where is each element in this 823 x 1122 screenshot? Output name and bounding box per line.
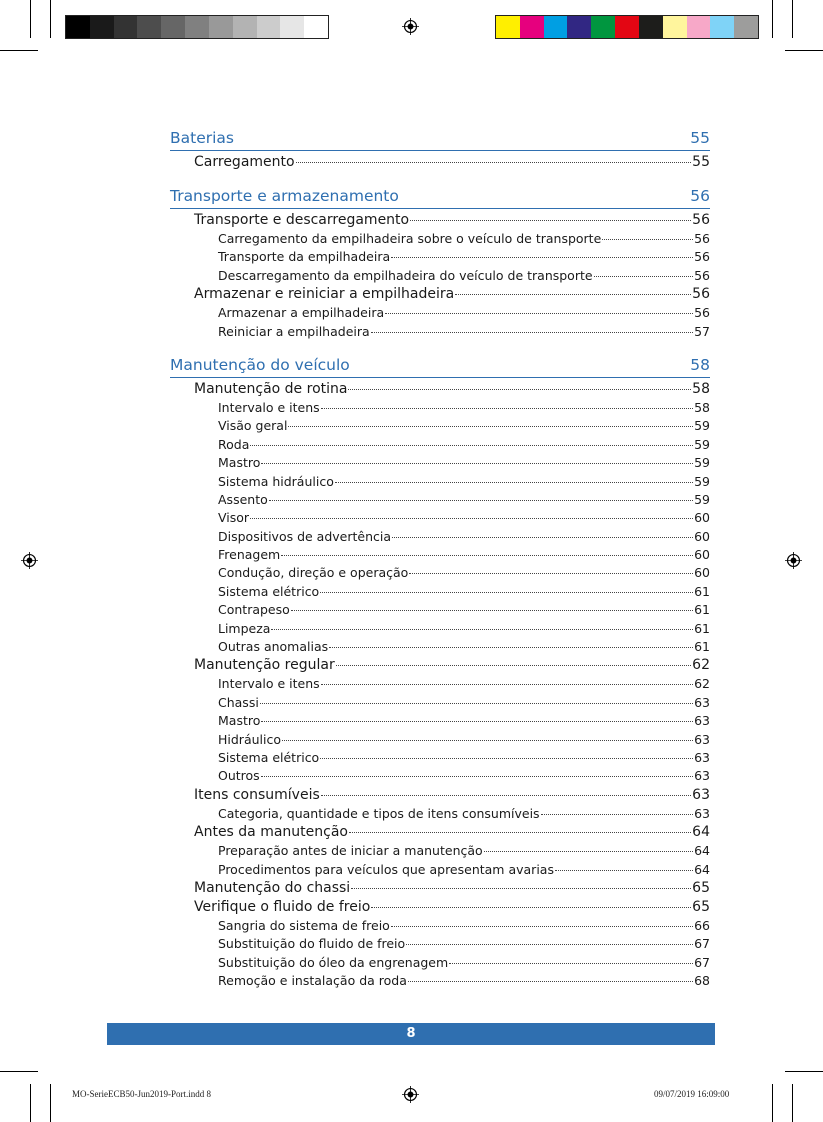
color-swatch (710, 16, 734, 38)
color-swatch (185, 16, 209, 38)
dot-leader (296, 162, 692, 163)
entry-page: 59 (694, 473, 710, 489)
entry-title: Sistema hidráulico (218, 473, 334, 489)
entry-title: Descarregamento da empilhadeira do veículo de transporte (218, 267, 593, 283)
crop-mark (30, 0, 31, 38)
entry-title: Sistema elétrico (218, 749, 320, 765)
entry-title: Contrapeso (218, 602, 290, 618)
toc-entry[interactable] (170, 879, 710, 898)
entry-page: 56 (692, 286, 710, 303)
entry-page: 64 (694, 861, 710, 877)
dot-leader (541, 814, 694, 815)
dot-leader (288, 426, 693, 427)
entry-page: 64 (692, 824, 710, 841)
crop-mark (30, 1084, 31, 1122)
registration-mark-icon (402, 18, 419, 35)
dot-leader (449, 963, 693, 964)
dot-leader (555, 870, 693, 871)
entry-page: 60 (694, 565, 710, 581)
toc-list-transporte (170, 211, 710, 341)
crop-mark (785, 1071, 823, 1072)
toc-entry[interactable] (170, 656, 710, 675)
entry-page: 63 (694, 805, 710, 821)
toc-entry[interactable] (170, 786, 710, 805)
section-title: Transporte e armazenamento (170, 187, 399, 205)
toc-entry[interactable] (170, 823, 710, 842)
crop-mark (772, 1084, 773, 1122)
page-number-bar (107, 1023, 715, 1045)
entry-title: Itens consumíveis (194, 786, 320, 803)
toc-entry[interactable] (170, 323, 710, 341)
dot-leader (250, 445, 693, 446)
entry-page: 59 (694, 436, 710, 452)
entry-page: 56 (692, 212, 710, 228)
entry-title: Transporte e descarregamento (194, 212, 410, 228)
entry-page: 67 (694, 954, 710, 970)
entry-page: 62 (694, 676, 710, 692)
color-swatch (161, 16, 185, 38)
color-swatch (280, 16, 304, 38)
crop-mark (785, 50, 823, 51)
entry-page: 63 (694, 768, 710, 784)
section-page: 56 (690, 187, 710, 205)
entry-page: 56 (694, 267, 710, 283)
entry-title: Visão geral (218, 418, 288, 434)
toc-entry[interactable] (170, 436, 710, 454)
entry-page: 63 (694, 749, 710, 765)
toc-entry[interactable] (170, 935, 710, 953)
toc-entry[interactable] (170, 712, 710, 730)
entry-title: Outras anomalias (218, 639, 329, 655)
registration-mark-icon (785, 552, 802, 569)
entry-title: Frenagem (218, 547, 281, 563)
entry-title: Preparação antes de iniciar a manutenção (218, 843, 483, 859)
crop-mark (50, 1084, 51, 1122)
entry-title: Dispositivos de advertência (218, 528, 392, 544)
toc-entry[interactable] (170, 509, 710, 527)
toc-entry[interactable] (170, 285, 710, 304)
entry-title: Manutenção do chassi (194, 879, 351, 896)
table-of-contents (170, 124, 710, 991)
entry-page: 56 (694, 231, 710, 246)
toc-entry[interactable] (170, 230, 710, 248)
section-page: 58 (690, 355, 710, 374)
entry-page: 66 (694, 917, 710, 933)
dot-leader (385, 313, 693, 314)
crop-mark (792, 0, 793, 38)
entry-title: Procedimentos para veículos que apresentam avarias (218, 861, 554, 877)
toc-entry[interactable] (170, 267, 710, 285)
dot-leader (409, 573, 693, 574)
dot-leader (455, 294, 691, 295)
entry-page: 64 (694, 843, 710, 859)
color-swatch (137, 16, 161, 38)
toc-entry[interactable] (170, 153, 710, 172)
entry-title: Substituição do óleo da engrenagem (218, 954, 449, 970)
dot-leader (329, 647, 693, 648)
entry-title: Categoria, quantidade e tipos de itens consumíveis (218, 805, 540, 821)
dot-leader (271, 629, 693, 630)
entry-title: Visor (218, 510, 250, 526)
entry-title: Substituição do fluido de freio (218, 936, 406, 952)
color-swatch (734, 16, 758, 38)
entry-title: Carregamento da empilhadeira sobre o veículo de transporte (218, 231, 602, 246)
toc-entry[interactable] (170, 861, 710, 879)
dot-leader (391, 926, 693, 927)
color-swatch (663, 16, 687, 38)
section-page: 55 (690, 129, 710, 147)
entry-page: 56 (694, 249, 710, 265)
dot-leader (349, 832, 691, 833)
entry-page: 63 (692, 786, 710, 803)
color-swatch (544, 16, 568, 38)
color-swatch (233, 16, 257, 38)
color-swatch (114, 16, 138, 38)
toc-entry[interactable] (170, 972, 710, 990)
toc-entry[interactable] (170, 731, 710, 749)
toc-entry[interactable] (170, 546, 710, 564)
dot-leader (281, 555, 693, 556)
dot-leader (321, 408, 693, 409)
toc-entry[interactable] (170, 380, 710, 399)
color-swatch (90, 16, 114, 38)
entry-page: 63 (694, 694, 710, 710)
color-swatch (591, 16, 615, 38)
dot-leader (406, 944, 693, 945)
section-title: Baterias (170, 129, 234, 147)
entry-title: Sistema elétrico (218, 583, 320, 599)
color-swatch (615, 16, 639, 38)
registration-mark-icon (21, 552, 38, 569)
entry-page: 60 (694, 547, 710, 563)
dot-leader (321, 684, 693, 685)
toc-entry[interactable] (170, 954, 710, 972)
entry-title: Intervalo e itens (218, 676, 320, 692)
section-title: Manutenção do veículo (170, 355, 350, 374)
toc-entry[interactable] (170, 898, 710, 917)
toc-entry[interactable] (170, 601, 710, 619)
dot-leader (261, 721, 693, 722)
entry-title: Condução, direção e operação (218, 565, 409, 581)
entry-title: Remoção e instalação da roda (218, 973, 407, 989)
dot-leader (392, 537, 693, 538)
crop-mark (50, 0, 51, 38)
entry-page: 57 (694, 323, 710, 339)
entry-page: 65 (692, 879, 710, 896)
toc-entry[interactable] (170, 675, 710, 693)
registration-mark-icon (402, 1086, 419, 1103)
entry-page: 59 (694, 418, 710, 434)
dot-leader (261, 463, 693, 464)
entry-title: Mastro (218, 455, 261, 471)
entry-title: Roda (218, 436, 250, 452)
entry-title: Reiniciar a empilhadeira (218, 323, 370, 339)
entry-page: 63 (694, 713, 710, 729)
color-swatch (209, 16, 233, 38)
entry-title: Chassi (218, 694, 259, 710)
entry-title: Sangria do sistema de freio (218, 917, 390, 933)
toc-entry[interactable] (170, 417, 710, 435)
entry-page: 58 (694, 399, 710, 415)
toc-entry[interactable] (170, 694, 710, 712)
color-swatch (639, 16, 663, 38)
entry-title: Mastro (218, 713, 261, 729)
color-swatch (520, 16, 544, 38)
entry-page: 67 (694, 936, 710, 952)
entry-title: Transporte da empilhadeira (218, 249, 391, 265)
entry-title: Manutenção regular (194, 657, 335, 674)
dot-leader (391, 257, 693, 258)
toc-entry[interactable] (170, 638, 710, 656)
entry-page: 59 (694, 455, 710, 471)
color-swatch (567, 16, 591, 38)
crop-mark (0, 1071, 38, 1072)
dot-leader (371, 332, 693, 333)
dot-leader (320, 758, 693, 759)
toc-entry[interactable] (170, 583, 710, 601)
dot-leader (602, 239, 693, 240)
dot-leader (282, 740, 693, 741)
color-swatch (257, 16, 281, 38)
entry-page: 59 (694, 491, 710, 507)
dot-leader (408, 981, 693, 982)
entry-page: 61 (694, 602, 710, 618)
entry-title: Hidráulico (218, 731, 281, 747)
crop-mark (792, 1084, 793, 1122)
entry-page: 63 (694, 731, 710, 747)
dot-leader (250, 518, 693, 519)
entry-page: 61 (694, 583, 710, 599)
toc-entry[interactable] (170, 842, 710, 860)
toc-entry[interactable] (170, 491, 710, 509)
dot-leader (261, 776, 693, 777)
dot-leader (371, 907, 691, 908)
color-swatch (496, 16, 520, 38)
toc-section-baterias[interactable] (170, 124, 710, 151)
toc-entry[interactable] (170, 528, 710, 546)
toc-section-manutencao[interactable] (170, 351, 710, 378)
entry-page: 56 (694, 305, 710, 321)
toc-entry[interactable] (170, 620, 710, 638)
entry-page: 60 (694, 528, 710, 544)
crop-mark (0, 50, 38, 51)
cmyk-color-bar (495, 15, 759, 39)
crop-mark (772, 0, 773, 38)
dot-leader (335, 482, 693, 483)
entry-title: Limpeza (218, 620, 271, 636)
toc-entry[interactable] (170, 917, 710, 935)
entry-title: Manutenção de rotina (194, 380, 348, 397)
entry-title: Verifique o fluido de freio (194, 898, 371, 915)
toc-entry[interactable] (170, 454, 710, 472)
entry-title: Assento (218, 491, 268, 507)
grayscale-color-bar (65, 15, 329, 39)
entry-page: 55 (692, 154, 710, 170)
entry-title: Intervalo e itens (218, 399, 320, 415)
entry-title: Antes da manutenção (194, 824, 348, 841)
entry-title: Carregamento (194, 154, 295, 170)
toc-entry[interactable] (170, 248, 710, 266)
toc-list-manutencao (170, 380, 710, 991)
slug-datetime: 09/07/2019 16:09:00 (654, 1089, 730, 1099)
entry-page: 62 (692, 657, 710, 674)
entry-title: Outros (218, 768, 260, 784)
entry-page: 68 (694, 973, 710, 989)
color-swatch (687, 16, 711, 38)
toc-entry[interactable] (170, 805, 710, 823)
color-swatch (66, 16, 90, 38)
page-number: 8 (406, 1026, 416, 1041)
dot-leader (348, 389, 691, 390)
toc-entry[interactable] (170, 767, 710, 785)
entry-page: 65 (692, 898, 710, 915)
toc-entry[interactable] (170, 564, 710, 582)
entry-page: 60 (694, 510, 710, 526)
slug-file-name: MO-SerieECB50-Jun2019-Port.indd 8 (72, 1089, 211, 1099)
entry-title: Armazenar e reiniciar a empilhadeira (194, 286, 455, 303)
entry-page: 61 (694, 620, 710, 636)
dot-leader (321, 795, 691, 796)
dot-leader (484, 851, 693, 852)
toc-entry[interactable] (170, 304, 710, 322)
toc-entry[interactable] (170, 473, 710, 491)
dot-leader (351, 888, 691, 889)
dot-leader (260, 703, 693, 704)
toc-entry[interactable] (170, 211, 710, 230)
color-swatch (304, 16, 328, 38)
dot-leader (320, 592, 693, 593)
toc-entry[interactable] (170, 399, 710, 417)
dot-leader (336, 665, 691, 666)
dot-leader (410, 220, 691, 221)
dot-leader (269, 500, 693, 501)
entry-page: 58 (692, 380, 710, 397)
entry-page: 61 (694, 639, 710, 655)
dot-leader (291, 610, 693, 611)
toc-section-transporte[interactable] (170, 182, 710, 209)
toc-entry[interactable] (170, 749, 710, 767)
dot-leader (594, 276, 694, 277)
entry-title: Armazenar a empilhadeira (218, 305, 385, 321)
